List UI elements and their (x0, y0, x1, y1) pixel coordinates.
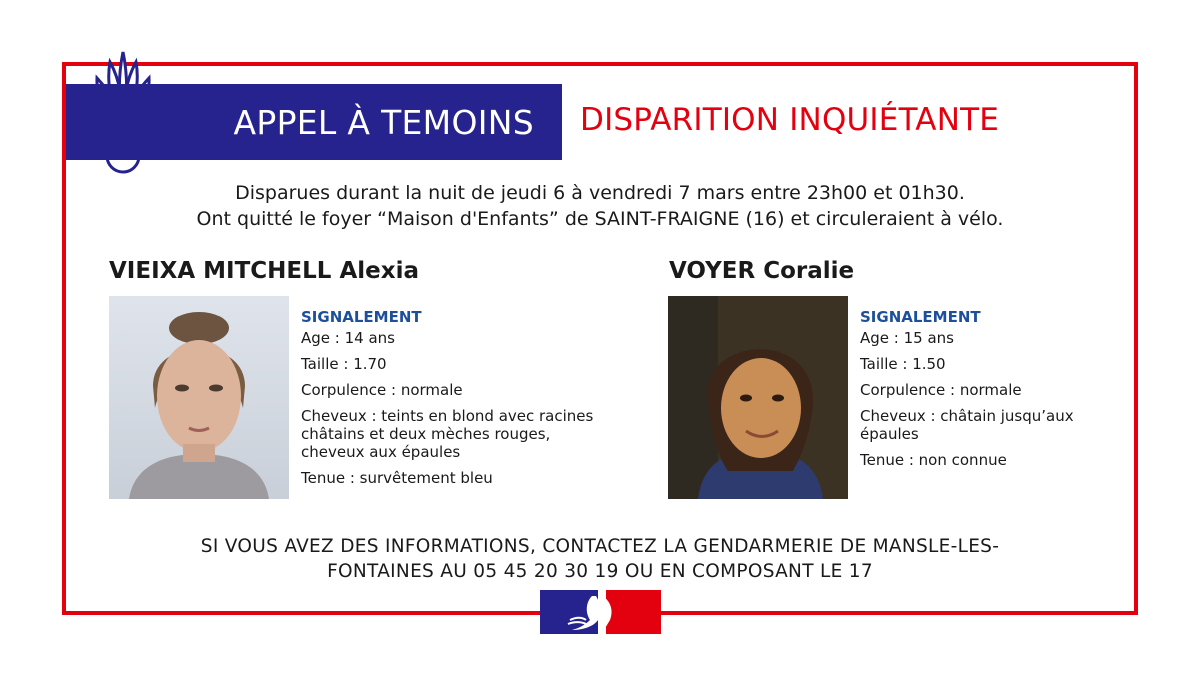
person-1-outfit: Tenue : survêtement bleu (301, 469, 493, 487)
person-2-outfit: Tenue : non connue (860, 451, 1007, 469)
disparition-headline: DISPARITION INQUIÉTANTE (580, 102, 1000, 138)
person-2-height: Taille : 1.50 (860, 355, 946, 373)
person-1-age: Age : 14 ans (301, 329, 395, 347)
person-2-photo (668, 296, 848, 499)
person-2-name: VOYER Coralie (669, 258, 855, 284)
person-1-hair: Cheveux : teints en blond avec racines châtains et deux mèches rouges, cheveux aux épaules (301, 407, 594, 461)
person-2-build: Corpulence : normale (860, 381, 1022, 399)
person-2-hair: Cheveux : châtain jusqu’aux épaules (860, 407, 1074, 443)
appel-a-temoins-banner (66, 84, 562, 160)
person-2-age: Age : 15 ans (860, 329, 954, 347)
person-1-name: VIEIXA MITCHELL Alexia (109, 258, 419, 284)
intro-text (0, 180, 1200, 232)
intro-line-2: Ont quitté le foyer “Maison d'Enfants” de SAINT-FRAIGNE (16) et circuleraient à vélo. (196, 208, 1004, 230)
banner-title: APPEL À TEMOINS (233, 102, 534, 142)
person-1-build: Corpulence : normale (301, 381, 463, 399)
contact-footer (0, 534, 1200, 584)
person-1-height: Taille : 1.70 (301, 355, 387, 373)
intro-line-1: Disparues durant la nuit de jeudi 6 à vendredi 7 mars entre 23h00 et 01h30. (235, 182, 965, 204)
person-2-signalement-label: SIGNALEMENT (860, 308, 981, 326)
person-2-details (860, 308, 1110, 477)
person-1-signalement-label: SIGNALEMENT (301, 308, 422, 326)
republique-francaise-marianne-icon (540, 590, 661, 634)
person-1-details (301, 308, 601, 495)
footer-line-2: FONTAINES AU 05 45 20 30 19 OU EN COMPOSANT LE 17 (327, 561, 873, 582)
person-1-photo (109, 296, 289, 499)
footer-line-1: SI VOUS AVEZ DES INFORMATIONS, CONTACTEZ LA GENDARMERIE DE MANSLE-LES- (200, 536, 1000, 557)
